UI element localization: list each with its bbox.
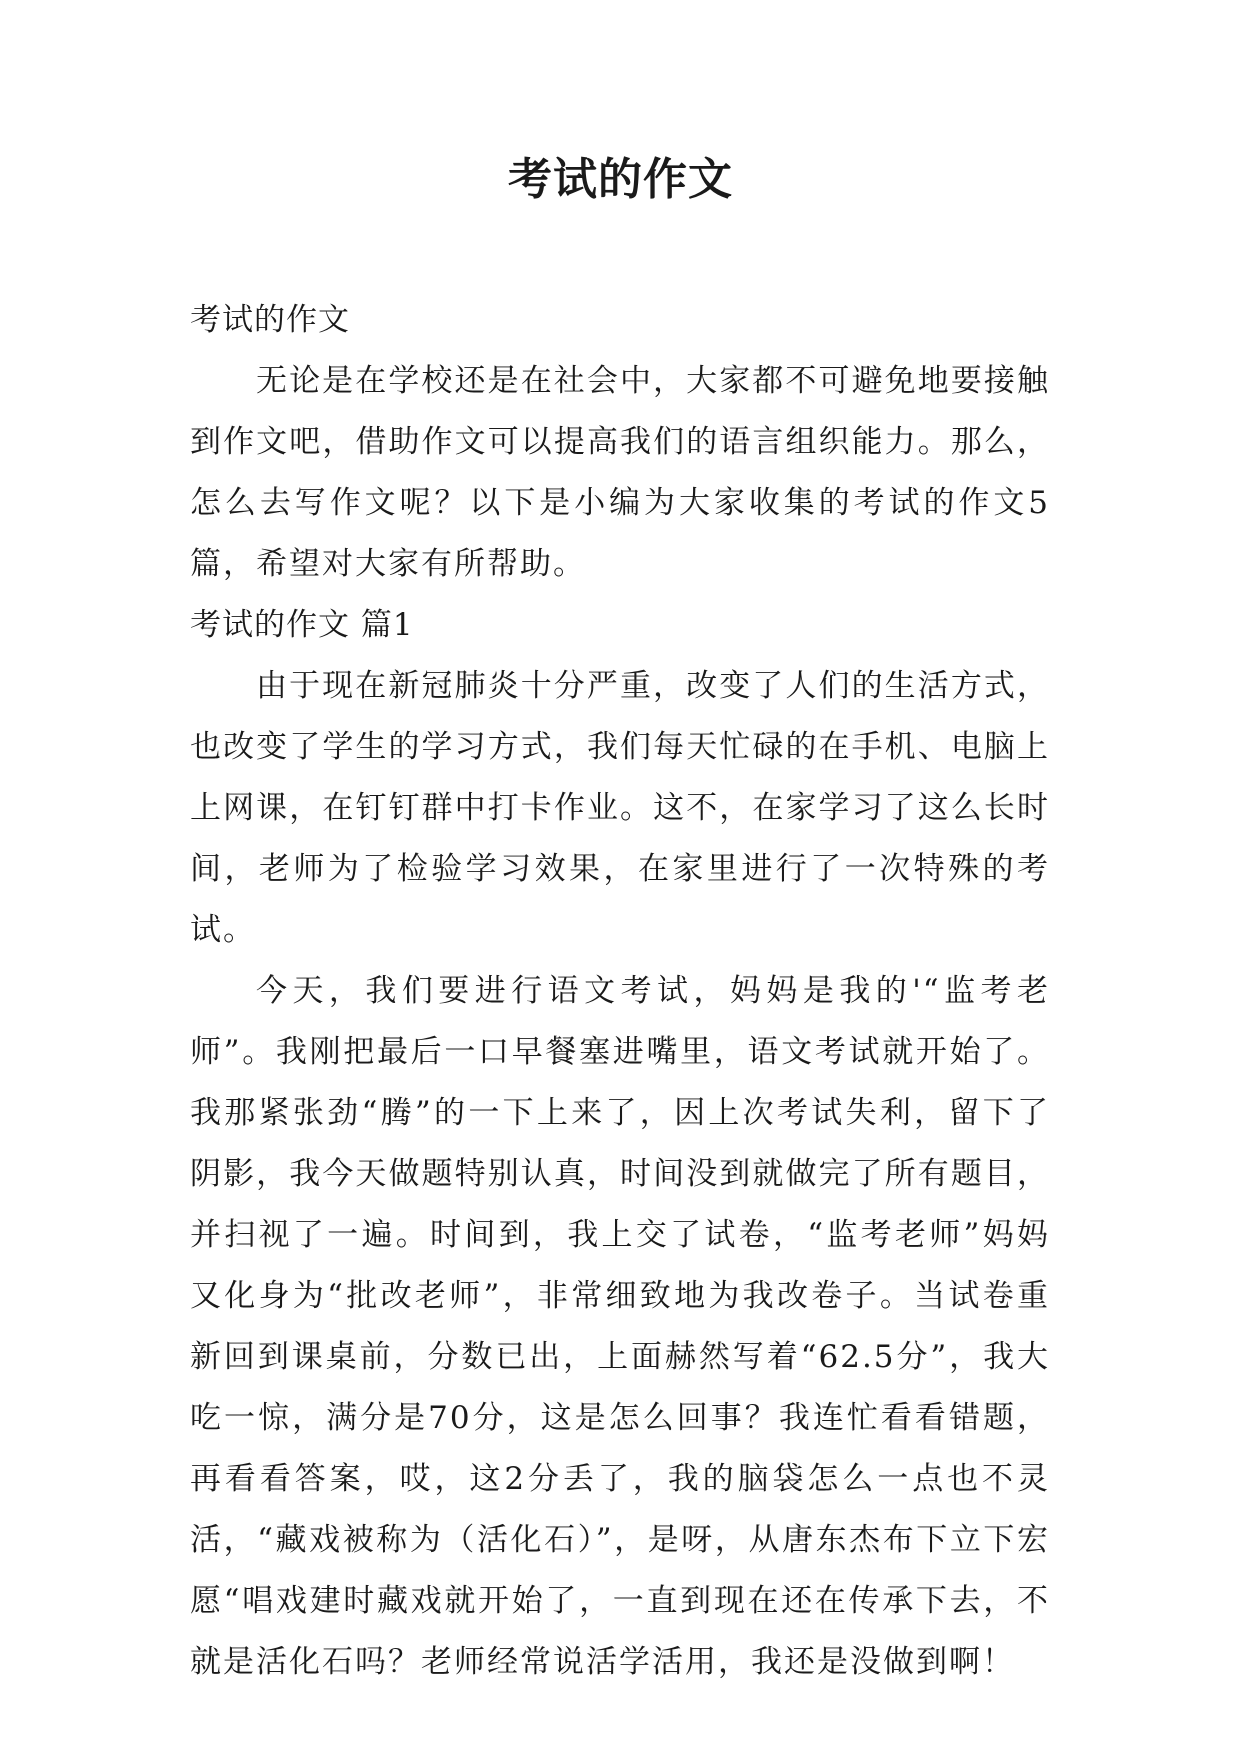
document-subtitle: 考试的作文 xyxy=(190,302,350,338)
document-title: 考试的作文 xyxy=(508,154,733,205)
document-body xyxy=(190,290,1050,1693)
section-1-paragraph-2: 今天，我们要进行语文考试，妈妈是我的'“监考老师”。我刚把最后一口早餐塞进嘴里，语文考试就开始了。我那紧张劲“腾”的一下上来了，因上次考试失利，留下了阴影，我今天做题特别认真，时间没到就做完了所有题目，并扫视了一遍。时间到，我上交了试卷，“监考老师”妈妈又化身为“批改老师”，非常细致地为我改卷子。当试卷重新回到课桌前，分数已出，上面赫然写着“62.5分”，我大吃一惊，满分是70分，这是怎么回事？我连忙看看错题，再看看答案，哎，这2分丢了，我的脑袋怎么一点也不灵活，“藏戏被称为（活化石）”，是呀，从唐东杰布下立下宏愿“唱戏建时藏戏就开始了，一直到现在还在传承下去，不就是活化石吗？老师经常说活学活用，我还是没做到啊！ xyxy=(190,973,1050,1680)
section-1-paragraph-1: 由于现在新冠肺炎十分严重，改变了人们的生活方式，也改变了学生的学习方式，我们每天忙碌的在手机、电脑上上网课，在钉钉群中打卡作业。这不，在家学习了这么长时间，老师为了检验学习效果，在家里进行了一次特殊的考试。 xyxy=(190,668,1050,948)
section-heading-1: 考试的作文 篇1 xyxy=(190,607,414,643)
intro-paragraph: 无论是在学校还是在社会中，大家都不可避免地要接触到作文吧，借助作文可以提高我们的语言组织能力。那么，怎么去写作文呢？以下是小编为大家收集的考试的作文5篇，希望对大家有所帮助。 xyxy=(190,363,1050,582)
